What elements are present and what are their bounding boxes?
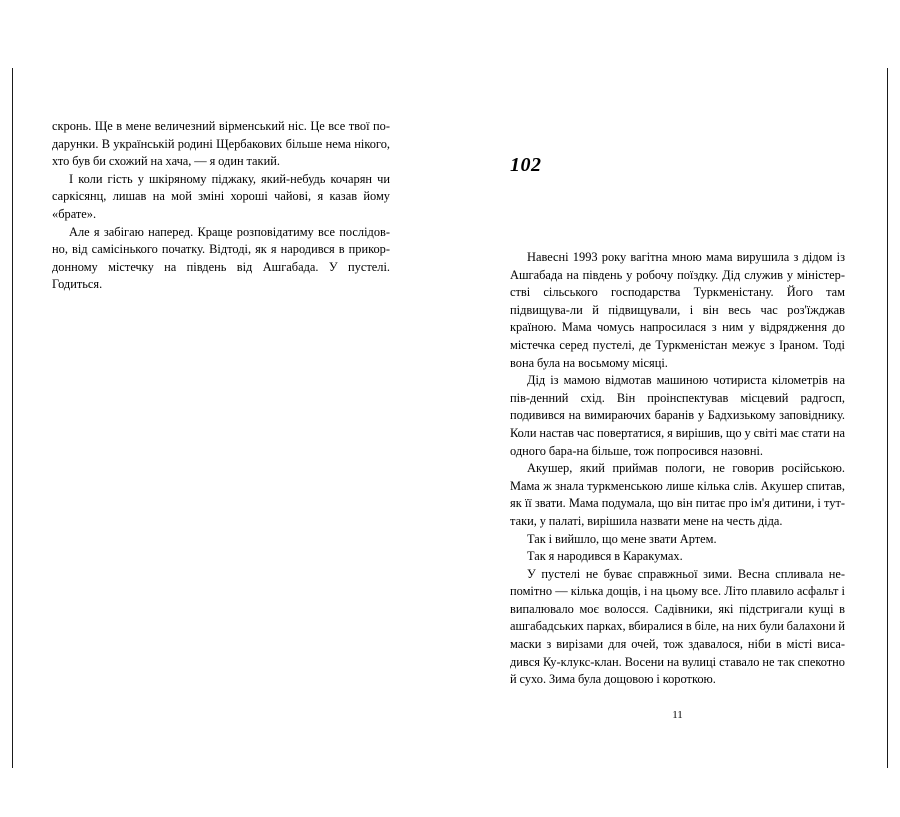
paragraph: Акушер, який приймав пологи, не говорив російською. Мама ж знала туркменською лише кілька слів. Акушер спитав, як її звати. Мама подумала, що він питає про ім'я дитини, і тут-таки, у палаті, вирішила назвати мене на честь діда.	[510, 461, 845, 528]
paragraph: скронь. Ще в мене величезний вірменський ніс. Це все твої по-дарунки. В українській родині Щербакових більше нема нікого, хто був би схожий на хача, — я один такий.	[52, 119, 390, 169]
paragraph: І коли гість у шкіряному піджаку, який-небудь кочарян чи саркісянц, лишав на мой зміні хороші чайові, я казав йому «брате».	[52, 171, 390, 221]
page-number: 11	[672, 709, 683, 721]
paragraph: Дід із мамою відмотав машиною чотириста кілометрів на пів-денний схід. Він проінспектував місцевий радгосп, подивився на вимираючих баранів у Бадхизькому заповіднику. Коли настав час повертатися, я вирішив, що у світі має стати на одного бара-на більше, тож попросився назовні.	[510, 373, 845, 458]
paragraph: У пустелі не буває справжньої зими. Весна спливала не-помітно — кілька дощів, і на цьому все. Літо плавило асфальт і випалювало моє волосся. Садівники, які підстригали кущі в ашгабадських парках, вбиралися в біле, на них були балахони й маски з вирізами для очей, тож здавалося, ніби в місті виса-дився Ку-клукс-клан. Восени на вулиці ставало не так спекотно й сухо. Зима була дощовою і короткою.	[510, 566, 845, 687]
right-page	[450, 0, 900, 817]
paragraph: Навесні 1993 року вагітна мною мама вирушила з дідом із Ашгабада на південь у робочу поїздку. Дід служив у міністер-стві сільського господарства Туркменістану. Його там підвищува-ли й підвищували, і він весь час роз'їжджав країною. Мама чомусь напросилася з ним у відрядження до містечка серед пустелі, де Туркменістан межує з Іраном. Тоді вона була на восьмому місяці.	[510, 250, 845, 370]
chapter-number: 102	[510, 154, 542, 176]
paragraph: Так і вийшло, що мене звати Артем.	[527, 531, 717, 546]
paragraph: Але я забігаю наперед. Краще розповідатиму все послідов-но, від самісінького початку. Відтоді, як я народився в прикор-донному містечку на південь від Ашгабада. У пустелі. Годиться.	[52, 224, 390, 292]
paragraph: Так я народився в Каракумах.	[527, 549, 683, 564]
